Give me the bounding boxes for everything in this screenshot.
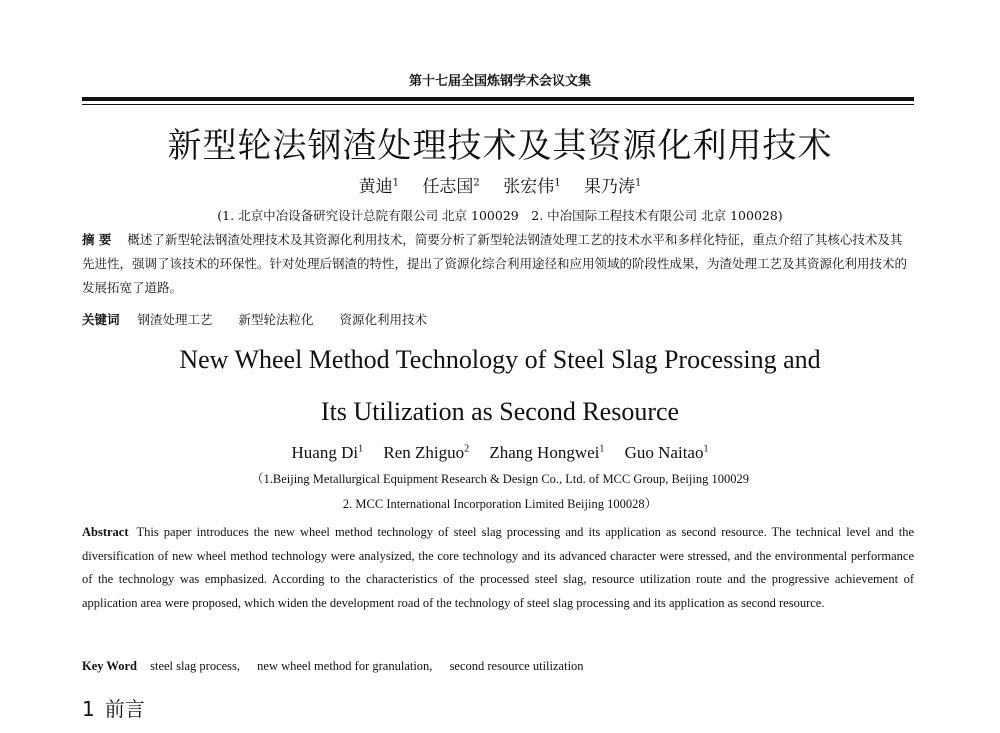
section-number: 1 [82,697,95,721]
chinese-affiliations: (1. 北京中冶设备研究设计总院有限公司 北京 100029 2. 中冶国际工程技术有限公司 北京 100028) [217,208,783,223]
english-keywords [82,659,914,674]
english-abstract-text: This paper introduces the new wheel method technology of steel slag processing and its application as second resource. The technical level and the diversification of new wheel method technology were analysized, the core technology and its advanced character were stressed, and the environmental performance of the technology was emphasized. According to the characteristics of the processed steel slag, resource utilization route and the progressive achievement of application area were proposed, which widen the development road of the technology of steel slag processing and its application as second resource. [82,525,914,610]
chinese-title: 新型轮法钢渣处理技术及其资源化利用技术 [167,126,833,166]
running-head: 第十七届全国炼钢学术会议文集 [408,74,591,89]
author: 任志国$^2$ [422,177,480,197]
author: 张宏伟$^1$ [503,177,561,197]
keyword: 钢渣处理工艺 [137,312,213,327]
section-heading [82,693,155,722]
chinese-keywords-label: 关键词 [82,312,120,327]
author: Zhang Hongwei$^1$ [489,443,605,462]
chinese-abstract-label: 摘 要 [82,232,112,247]
keyword: 资源化利用技术 [339,312,428,327]
english-affiliation-1: （1.Beijing Metallurgical Equipment Research & Design Co., Ltd. of MCC Group, Beijing 100029 [251,472,749,486]
header-rule-thick [82,97,914,101]
author: Guo Naitao$^1$ [624,443,709,462]
author: Ren Zhiguo$^2$ [383,443,470,462]
keyword: steel slag process, [150,659,241,673]
english-keywords-label: Key Word [82,659,137,673]
chinese-keywords [82,310,914,328]
section-title: 前言 [104,697,145,721]
english-authors [0,443,1000,463]
keyword: 新型轮法粒化 [238,312,314,327]
author: Huang Di$^1$ [291,443,364,462]
author: 果乃涛$^1$ [583,177,642,197]
chinese-authors [0,172,1000,197]
english-abstract-label: Abstract [82,525,129,539]
english-title-line-2: Its Utilization as Second Resource [320,397,680,426]
chinese-abstract [82,228,914,300]
english-affiliation-2: 2. MCC International Incorporation Limited Beijing 100028） [342,497,658,511]
keyword: new wheel method for granulation, [257,659,433,673]
author: 黄迪$^1$ [358,177,400,197]
english-abstract [82,521,914,615]
chinese-abstract-text: 概述了新型轮法钢渣处理技术及其资源化利用技术，简要分析了新型轮法钢渣处理工艺的技术水平和多样化特征，重点介绍了其核心技术及其先进性，强调了该技术的环保性。针对处理后钢渣的特性，提出了资源化综合利用途径和应用领域的阶段性成果，为渣处理工艺及其资源化利用技术的发展拓宽了道路。 [82,232,908,295]
keyword: second resource utilization [449,659,584,673]
english-title-line-1: New Wheel Method Technology of Steel Slag Processing and [179,345,821,374]
header-rule-thin [82,104,914,105]
